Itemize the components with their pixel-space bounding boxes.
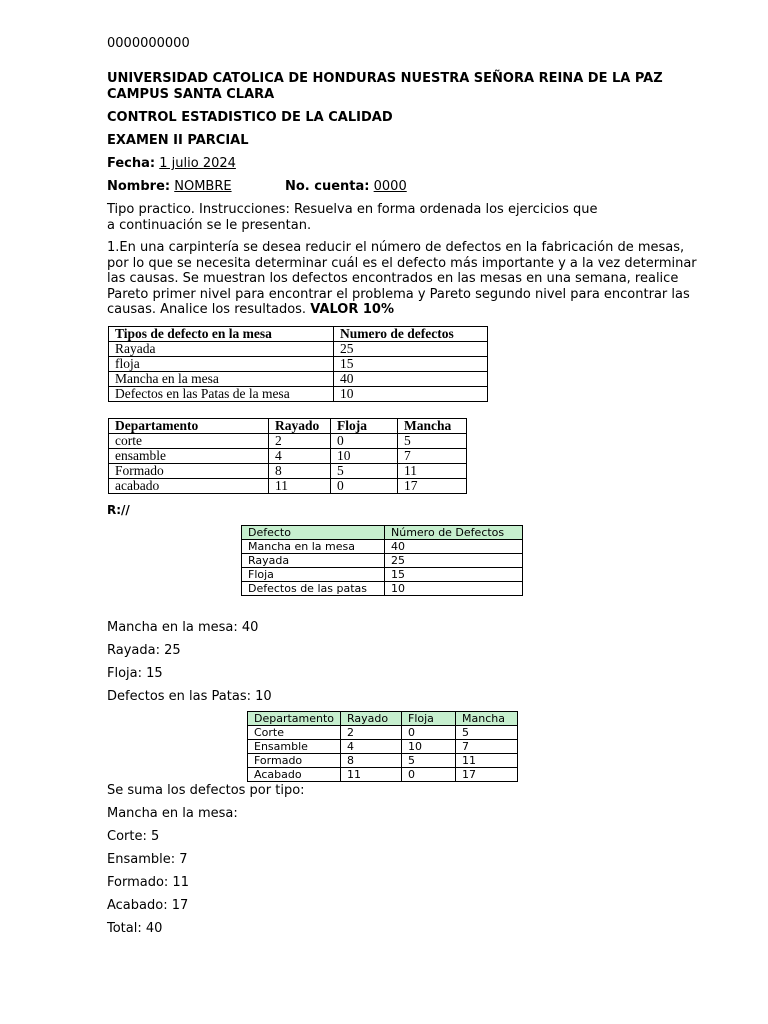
table-header-row (248, 712, 518, 726)
summary-line: Ensamble: 7 (107, 852, 188, 867)
table-cell: 2 (341, 726, 402, 740)
table-header-cell: Defecto (242, 526, 385, 540)
table-cell: 5 (331, 464, 398, 479)
table-header-cell: Floja (402, 712, 456, 726)
total-line: Total: 40 (107, 921, 163, 936)
date-line (107, 156, 236, 172)
header-code: 0000000000 (107, 36, 190, 51)
table-cell: Ensamble (248, 740, 341, 754)
table-cell: 40 (334, 372, 488, 387)
account-line (285, 179, 407, 195)
table-header-row (109, 327, 488, 342)
table-cell: 8 (341, 754, 402, 768)
name-line (107, 179, 232, 195)
table-cell: 0 (331, 434, 398, 449)
table-cell: 4 (269, 449, 331, 464)
summary-line: Formado: 11 (107, 875, 189, 890)
university-name: UNIVERSIDAD CATOLICA DE HONDURAS NUESTRA SEÑORA REINA DE LA PAZ (107, 71, 663, 86)
table-cell: 0 (402, 726, 456, 740)
table-header-row (242, 526, 523, 540)
table-row (109, 449, 467, 464)
table-cell: 15 (385, 568, 523, 582)
table-header-cell: Departamento (109, 419, 269, 434)
exam-title: EXAMEN II PARCIAL (107, 133, 249, 148)
table-cell: 11 (398, 464, 467, 479)
table-cell: acabado (109, 479, 269, 494)
table-cell: floja (109, 357, 334, 372)
table-cell: 11 (269, 479, 331, 494)
campus-name: CAMPUS SANTA CLARA (107, 87, 275, 102)
table-row (248, 740, 518, 754)
table-cell: 8 (269, 464, 331, 479)
summary-line: Mancha en la mesa: 40 (107, 620, 259, 635)
table-header-cell: Numero de defectos (334, 327, 488, 342)
table-cell: corte (109, 434, 269, 449)
table-row (248, 768, 518, 782)
table-cell: 10 (385, 582, 523, 596)
table-cell: Mancha en la mesa (242, 540, 385, 554)
table-header-cell: Rayado (269, 419, 331, 434)
table-cell: 17 (456, 768, 518, 782)
table-row (242, 568, 523, 582)
table-row (109, 357, 488, 372)
table-cell: 7 (456, 740, 518, 754)
table-header-cell: Rayado (341, 712, 402, 726)
table-cell: Defectos en las Patas de la mesa (109, 387, 334, 402)
date-label: Fecha: (107, 156, 156, 171)
table-cell: 17 (398, 479, 467, 494)
summary-line: Floja: 15 (107, 666, 163, 681)
table-row (242, 582, 523, 596)
table-header-cell: Floja (331, 419, 398, 434)
table-cell: 7 (398, 449, 467, 464)
table-header-row (109, 419, 467, 434)
problem-text: 1.En una carpintería se desea reducir el número de defectos en la fabricación de mesas, por lo que se necesita determinar cuál es el defecto más importante y a la vez determinar las causas. Se muestran los defectos encontrados en las mesas en una semana, realice Pareto primer nivel para encontrar el problema y Pareto segundo nivel para encontrar las causas. Analice los resultados. (107, 240, 697, 317)
table-row (109, 342, 488, 357)
summary-line: Mancha en la mesa: (107, 806, 238, 821)
table-row (109, 479, 467, 494)
table-row (109, 372, 488, 387)
table-cell: Rayada (109, 342, 334, 357)
table-row (109, 464, 467, 479)
table-cell: 0 (402, 768, 456, 782)
table-cell: Formado (248, 754, 341, 768)
table-cell: ensamble (109, 449, 269, 464)
summary-line: Rayada: 25 (107, 643, 181, 658)
problem-value: VALOR 10% (310, 302, 394, 317)
table-cell: 11 (341, 768, 402, 782)
table-header-cell: Departamento (248, 712, 341, 726)
defect-types-table (108, 326, 488, 402)
course-title: CONTROL ESTADISTICO DE LA CALIDAD (107, 110, 393, 125)
table-cell: 4 (341, 740, 402, 754)
table-header-cell: Número de Defectos (385, 526, 523, 540)
table-cell: 25 (334, 342, 488, 357)
table-cell: Mancha en la mesa (109, 372, 334, 387)
table-cell: 10 (402, 740, 456, 754)
summary-line: Acabado: 17 (107, 898, 189, 913)
table-header-cell: Tipos de defecto en la mesa (109, 327, 334, 342)
table-cell: 0 (331, 479, 398, 494)
name-value: NOMBRE (174, 179, 232, 194)
table-cell: 5 (402, 754, 456, 768)
date-value: 1 julio 2024 (159, 156, 236, 171)
table-header-cell: Mancha (398, 419, 467, 434)
account-label: No. cuenta: (285, 179, 370, 194)
problem-statement (107, 240, 697, 318)
table-cell: 40 (385, 540, 523, 554)
pareto-level1-table (241, 525, 523, 596)
table-cell: 10 (334, 387, 488, 402)
summary-line: Defectos en las Patas: 10 (107, 689, 272, 704)
table-row (242, 540, 523, 554)
summary-line: Corte: 5 (107, 829, 160, 844)
table-cell: 10 (331, 449, 398, 464)
table-row (109, 434, 467, 449)
table-row (248, 726, 518, 740)
account-value: 0000 (373, 179, 407, 194)
department-defects-table (108, 418, 467, 494)
table-cell: 15 (334, 357, 488, 372)
table-header-cell: Mancha (456, 712, 518, 726)
department-summary-table (247, 711, 518, 782)
table-cell: 25 (385, 554, 523, 568)
answer-label: R:// (107, 503, 130, 517)
sum-intro: Se suma los defectos por tipo: (107, 783, 305, 798)
table-cell: Floja (242, 568, 385, 582)
table-row (248, 754, 518, 768)
table-cell: 5 (456, 726, 518, 740)
table-cell: Defectos de las patas (242, 582, 385, 596)
table-cell: Rayada (242, 554, 385, 568)
table-cell: 2 (269, 434, 331, 449)
instructions: Tipo practico. Instrucciones: Resuelva en forma ordenada los ejercicios que a continuación se le presentan. (107, 202, 598, 233)
table-cell: Acabado (248, 768, 341, 782)
table-row (242, 554, 523, 568)
table-cell: Corte (248, 726, 341, 740)
table-row (109, 387, 488, 402)
name-label: Nombre: (107, 179, 171, 194)
table-cell: Formado (109, 464, 269, 479)
table-cell: 5 (398, 434, 467, 449)
table-cell: 11 (456, 754, 518, 768)
